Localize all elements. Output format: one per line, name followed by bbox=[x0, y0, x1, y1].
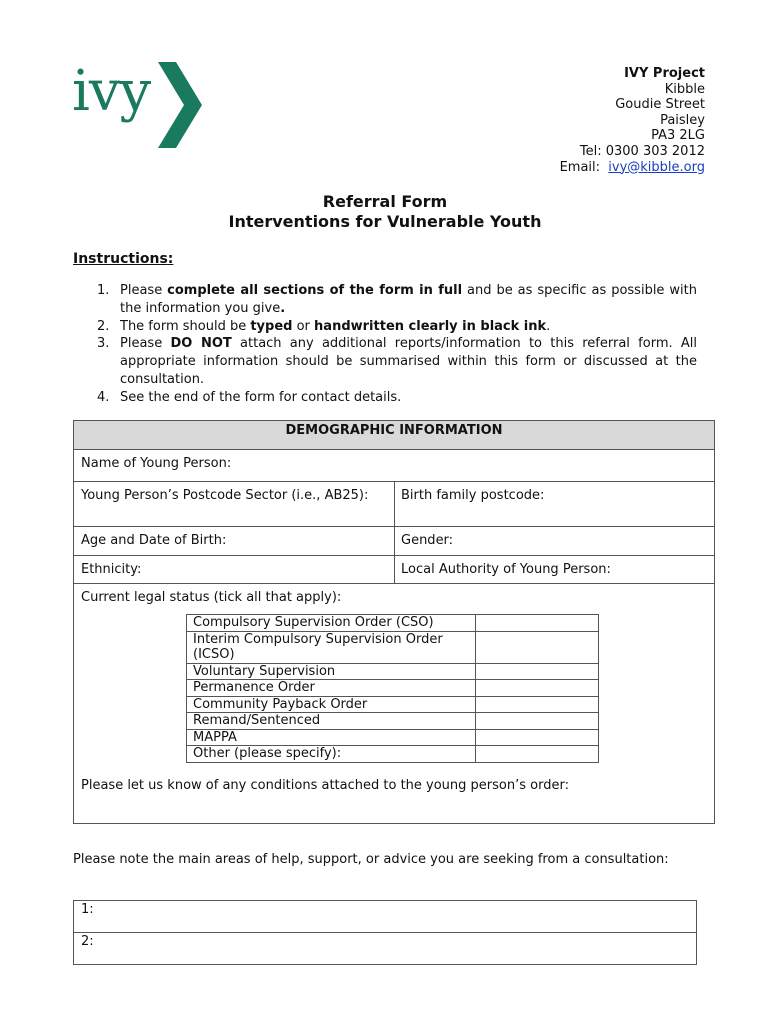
order-conditions-field[interactable]: Please let us know of any conditions attached to the young person’s order: bbox=[81, 778, 569, 793]
item-emphasis: DO NOT bbox=[170, 336, 232, 352]
legal-option-label: Interim Compulsory Supervision Order (ICSO) bbox=[187, 631, 476, 663]
age-dob-field[interactable]: Age and Date of Birth: bbox=[81, 533, 227, 548]
legal-option-row bbox=[187, 631, 599, 663]
item-number: 4. bbox=[97, 389, 110, 405]
tick-box[interactable] bbox=[476, 713, 599, 730]
legal-option-label: Other (please specify): bbox=[187, 746, 476, 763]
item-emphasis: typed bbox=[250, 318, 293, 334]
legal-option-label: Community Payback Order bbox=[187, 696, 476, 713]
item-text: and be as specific as possible with the information you give bbox=[120, 283, 697, 316]
item-text: The form should be bbox=[120, 318, 251, 334]
item-number: 3. bbox=[97, 336, 110, 352]
email-link[interactable]: ivy@kibble.org bbox=[608, 159, 705, 175]
item-text: . bbox=[546, 318, 551, 334]
legal-option-label: MAPPA bbox=[187, 729, 476, 746]
instruction-item bbox=[73, 335, 697, 388]
legal-option-label: Compulsory Supervision Order (CSO) bbox=[187, 615, 476, 632]
legal-status-table bbox=[186, 614, 599, 763]
tick-box[interactable] bbox=[476, 680, 599, 697]
form-subtitle: Interventions for Vulnerable Youth bbox=[228, 212, 542, 231]
tick-box[interactable] bbox=[476, 631, 599, 663]
address-line: Paisley bbox=[660, 112, 705, 128]
legal-option-row bbox=[187, 696, 599, 713]
instructions-heading-text: Instructions bbox=[73, 251, 168, 267]
item-number: 1. bbox=[97, 283, 110, 298]
instruction-item bbox=[73, 389, 697, 407]
legal-option-row bbox=[187, 663, 599, 680]
demographic-heading bbox=[74, 421, 714, 449]
email-label: Email: bbox=[559, 159, 601, 175]
legal-option-row bbox=[187, 746, 599, 763]
instructions-heading bbox=[73, 251, 173, 267]
address-postcode: PA3 2LG bbox=[651, 128, 705, 144]
legal-option-row bbox=[187, 615, 599, 632]
address-line: Goudie Street bbox=[615, 97, 705, 113]
item-text: Please bbox=[120, 336, 171, 352]
birth-postcode-field[interactable]: Birth family postcode: bbox=[401, 488, 545, 503]
email-line bbox=[560, 160, 705, 176]
legal-option-label: Permanence Order bbox=[187, 680, 476, 697]
help-table bbox=[73, 900, 697, 965]
name-row[interactable] bbox=[74, 449, 714, 482]
age-gender-row bbox=[74, 526, 714, 556]
instruction-item bbox=[73, 318, 697, 336]
tick-box[interactable] bbox=[476, 729, 599, 746]
item-text: See the end of the form for contact details. bbox=[120, 389, 402, 405]
ethnicity-row bbox=[74, 555, 714, 584]
ethnicity-field[interactable]: Ethnicity: bbox=[81, 562, 142, 577]
legal-option-row bbox=[187, 713, 599, 730]
item-number: 2. bbox=[97, 318, 110, 334]
postcode-sector-field[interactable]: Young Person’s Postcode Sector (i.e., AB25): bbox=[81, 488, 369, 503]
item-emphasis: . bbox=[280, 300, 286, 316]
chevron-logo-icon bbox=[156, 62, 204, 148]
help-line-2[interactable]: 2: bbox=[74, 932, 696, 964]
instruction-item bbox=[73, 282, 697, 318]
tick-box[interactable] bbox=[476, 746, 599, 763]
legal-option-label: Voluntary Supervision bbox=[187, 663, 476, 680]
legal-option-row bbox=[187, 680, 599, 697]
name-field[interactable]: Name of Young Person: bbox=[81, 456, 232, 471]
legal-option-row bbox=[187, 729, 599, 746]
postcode-row bbox=[74, 481, 714, 527]
logo-wordmark: ivy bbox=[72, 59, 151, 124]
telephone: Tel: 0300 303 2012 bbox=[579, 143, 705, 159]
item-text: attach any additional reports/information to this referral form. All appropriate information should be summarised within this form or discussed at the consultation. bbox=[120, 336, 697, 387]
form-title: Referral Form bbox=[322, 192, 448, 211]
instructions-heading-colon: : bbox=[167, 251, 174, 267]
item-emphasis: complete all sections of the form in full bbox=[167, 283, 463, 298]
local-authority-field[interactable]: Local Authority of Young Person: bbox=[401, 562, 611, 577]
tick-box[interactable] bbox=[476, 663, 599, 680]
gender-field[interactable]: Gender: bbox=[401, 533, 454, 548]
legal-option-label: Remand/Sentenced bbox=[187, 713, 476, 730]
address-line: Kibble bbox=[664, 81, 705, 97]
tick-box[interactable] bbox=[476, 615, 599, 632]
contact-address bbox=[560, 66, 705, 175]
ivy-logo bbox=[72, 58, 204, 150]
help-line-1[interactable]: 1: bbox=[81, 902, 94, 917]
instructions-list bbox=[73, 282, 697, 407]
item-emphasis: handwritten clearly in black ink bbox=[314, 318, 547, 334]
item-text: Please bbox=[120, 283, 168, 298]
demographic-heading-text: DEMOGRAPHIC INFORMATION bbox=[285, 423, 503, 438]
item-text: or bbox=[292, 318, 315, 334]
legal-status-label: Current legal status (tick all that apply): bbox=[81, 590, 342, 605]
tick-box[interactable] bbox=[476, 696, 599, 713]
org-name: IVY Project bbox=[624, 66, 705, 81]
help-prompt: Please note the main areas of help, support, or advice you are seeking from a consultation: bbox=[73, 852, 669, 867]
